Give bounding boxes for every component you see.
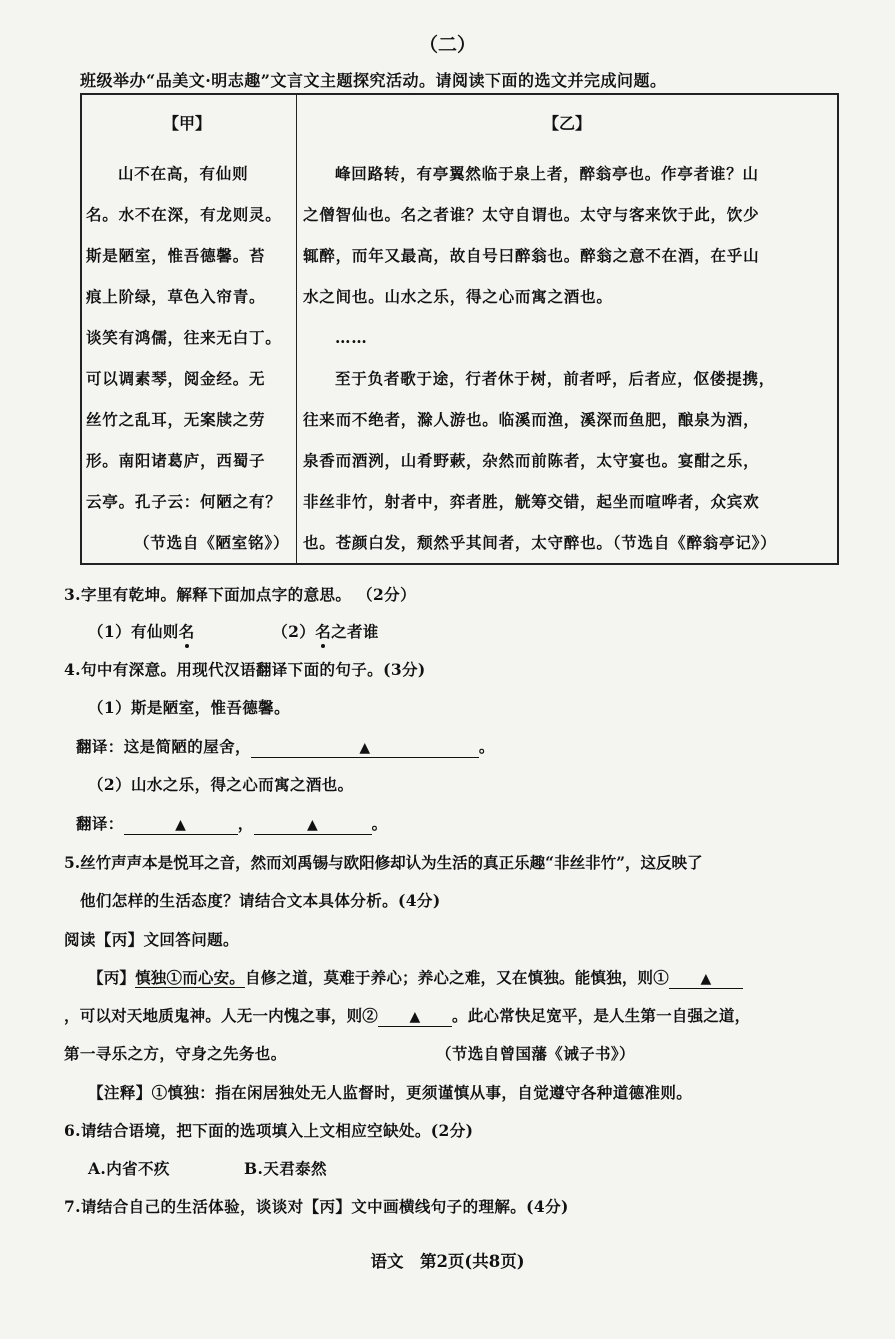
reading-passages-table xyxy=(80,93,839,565)
passage-yi xyxy=(297,95,837,563)
question-6-stem: 6.请结合语境，把下面的选项填入上文相应空缺处。(2分) xyxy=(64,1121,474,1140)
passage-yi-line: 往来而不绝者，滁人游也。临溪而渔，溪深而鱼肥，酿泉为酒， xyxy=(303,410,760,429)
passage-jia-line: 痕上阶绿，草色入帘青。 xyxy=(86,287,266,306)
translation-1-period: 。 xyxy=(478,737,495,756)
question-3-items xyxy=(88,620,379,642)
activity-intro: 班级举办“品美文·明志趣”文言文主题探究活动。请阅读下面的选文并完成问题。 xyxy=(80,71,667,90)
passage-jia-line: 可以调素琴，阅金经。无 xyxy=(86,369,266,388)
bing-passage-line-2 xyxy=(64,1004,750,1027)
bing-passage-line-1 xyxy=(88,966,743,989)
question-4-translation-1 xyxy=(76,735,495,758)
question-3-item-2-dotted-char: 名 xyxy=(315,622,332,641)
passage-jia-line: 云亭。孔子云：何陋之有？ xyxy=(86,492,282,511)
translation-1-answer-blank[interactable] xyxy=(251,738,479,758)
question-3-stem: 3.字里有乾坤。解释下面加点字的意思。 （2分） xyxy=(64,585,416,604)
passage-yi-line: 辄醉，而年又最高，故自号曰醉翁也。醉翁之意不在酒，在乎山 xyxy=(303,246,760,265)
passage-yi-heading: 【乙】 xyxy=(542,114,591,133)
bing-line-2-start: ，可以对天地质鬼神。人无一内愧之事，则② xyxy=(64,1006,379,1025)
passage-jia-line: 斯是陋室，惟吾德馨。苔 xyxy=(86,246,266,265)
passage-yi-line: 至于负者歌于途，行者休于树，前者呼，后者应，伛偻提携， xyxy=(335,369,776,388)
bing-annotation: 【注释】①慎独：指在闲居独处无人监督时，更须谨慎从事，自觉遵守各种道德准则。 xyxy=(88,1083,693,1102)
section-title: （二） xyxy=(418,34,476,56)
translation-2-prefix: 翻译： xyxy=(76,814,124,833)
question-4-stem: 4.句中有深意。用现代汉语翻译下面的句子。(3分) xyxy=(64,660,426,679)
bing-blank-1[interactable] xyxy=(669,969,743,989)
passage-yi-line: 峰回路转，有亭翼然临于泉上者，醉翁亭也。作亭者谁？山 xyxy=(335,164,759,183)
passage-yi-line: 之僧智仙也。名之者谁？太守自谓也。太守与客来饮于此，饮少 xyxy=(303,205,760,224)
question-3-item-1-dotted-char: 名 xyxy=(178,622,195,641)
passage-yi-line: 水之间也。山水之乐，得之心而寓之酒也。 xyxy=(303,287,613,306)
passage-jia-source: （节选自《陋室铭》） xyxy=(134,533,290,552)
question-5-line-2: 他们怎样的生活态度？请结合文本具体分析。(4分) xyxy=(80,891,441,910)
question-7-stem: 7.请结合自己的生活体验，谈谈对【丙】文中画横线句子的理解。(4分) xyxy=(64,1197,569,1216)
passage-yi-ellipsis: …… xyxy=(335,328,368,347)
bing-reading-instruction: 阅读【丙】文回答问题。 xyxy=(64,930,239,949)
triangle-icon: ▲ xyxy=(359,740,371,756)
passage-jia xyxy=(82,95,297,563)
bing-source: （节选自曾国藩《诫子书》） xyxy=(436,1044,635,1063)
translation-2-comma: ， xyxy=(237,814,254,833)
bing-blank-2[interactable] xyxy=(378,1007,452,1027)
translation-2-period: 。 xyxy=(371,814,388,833)
passage-jia-heading: 【甲】 xyxy=(162,114,211,133)
passage-yi-line: 也。苍颜白发，颓然乎其间者，太守醉也。（节选自《醉翁亭记》） xyxy=(303,533,777,552)
triangle-icon: ▲ xyxy=(409,1009,421,1025)
question-6-option-a: A.内省不疚 xyxy=(88,1159,170,1178)
bing-label: 【丙】 xyxy=(88,968,136,987)
passage-jia-line: 山不在高，有仙则 xyxy=(118,164,249,183)
question-6-option-b: B.天君泰然 xyxy=(244,1159,327,1178)
passage-jia-line: 丝竹之乱耳，无案牍之劳 xyxy=(86,410,266,429)
triangle-icon: ▲ xyxy=(175,817,187,833)
page-footer: 语文 第2页(共8页) xyxy=(370,1252,525,1271)
triangle-icon: ▲ xyxy=(700,971,712,987)
question-3-item-1-prefix: （1）有仙则 xyxy=(88,622,179,641)
passage-jia-line: 名。水不在深，有龙则灵。 xyxy=(86,205,282,224)
bing-line-1-text: 自修之道，莫难于养心；养心之难，又在慎独。能慎独，则① xyxy=(245,968,669,987)
question-4-sentence-2: （2）山水之乐，得之心而寓之酒也。 xyxy=(88,775,354,794)
question-5-line-1: 5.丝竹声声本是悦耳之音，然而刘禹锡与欧阳修却认为生活的真正乐趣“非丝非竹”，这反映了 xyxy=(64,853,703,872)
bing-passage-line-3: 第一寻乐之方，守身之先务也。 xyxy=(64,1044,287,1063)
bing-line-2-rest: 。此心常快足宽平，是人生第一自强之道， xyxy=(452,1006,751,1025)
bing-underlined-sentence: 慎独①而心安。 xyxy=(135,968,246,987)
question-3-item-2-prefix: （2） xyxy=(272,622,316,641)
question-3-item-2-suffix: 之者谁 xyxy=(331,622,379,641)
passage-yi-line: 非丝非竹，射者中，弈者胜，觥筹交错，起坐而喧哗者，众宾欢 xyxy=(303,492,760,511)
passage-jia-line: 谈笑有鸿儒，往来无白丁。 xyxy=(86,328,282,347)
translation-2-answer-blank-a[interactable] xyxy=(124,815,238,835)
question-4-sentence-1: （1）斯是陋室，惟吾德馨。 xyxy=(88,698,290,717)
translation-1-prefix: 翻译：这是简陋的屋舍， xyxy=(76,737,251,756)
translation-2-answer-blank-b[interactable] xyxy=(254,815,372,835)
passage-yi-line: 泉香而酒洌，山肴野蔌，杂然而前陈者，太守宴也。宴酣之乐， xyxy=(303,451,760,470)
triangle-icon: ▲ xyxy=(307,817,319,833)
question-4-translation-2 xyxy=(76,812,388,835)
passage-jia-line: 形。南阳诸葛庐，西蜀子 xyxy=(86,451,266,470)
